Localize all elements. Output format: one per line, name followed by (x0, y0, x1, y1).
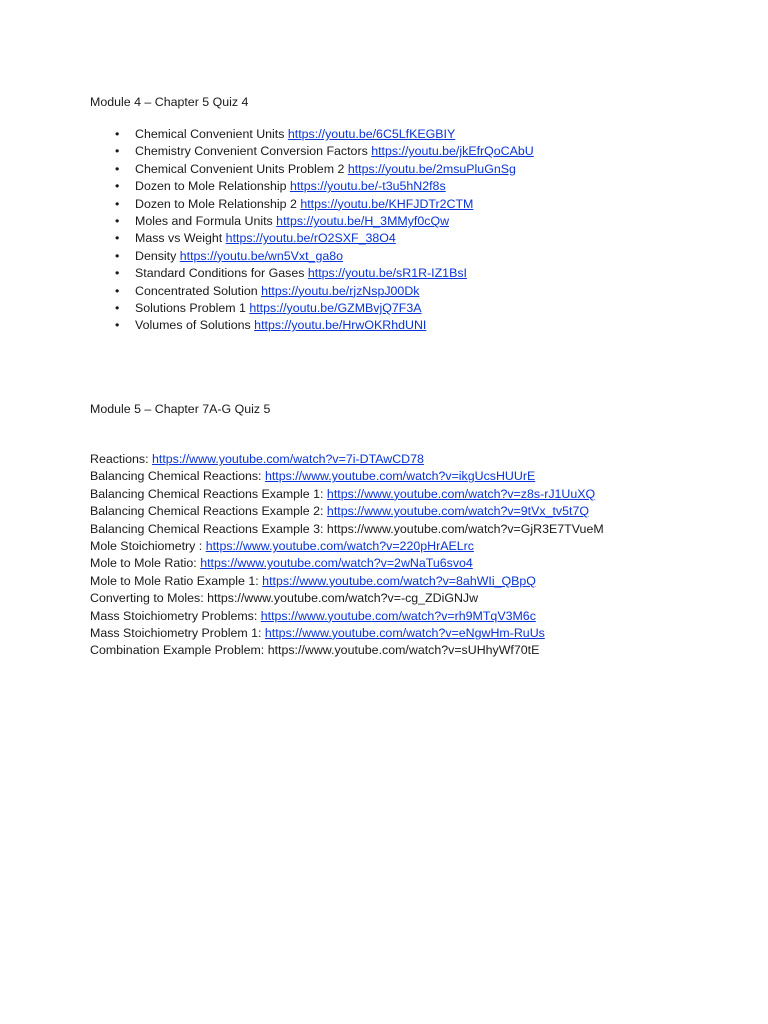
video-link[interactable]: https://youtu.be/-t3u5hN2f8s (289, 179, 446, 194)
video-link[interactable]: https://www.youtube.com/watch?v=z8s-rJ1UuXQ (326, 486, 596, 501)
bullet-icon: • (115, 144, 120, 159)
item-label: Moles and Formula Units (135, 213, 277, 228)
video-link[interactable]: https://youtu.be/sR1R-IZ1BsI (307, 266, 467, 281)
module-5-video-list (90, 451, 604, 660)
item-label: Mass vs Weight (135, 231, 226, 246)
video-link[interactable]: https://youtu.be/wn5Vxt_ga8o (179, 248, 344, 263)
video-link[interactable]: https://www.youtube.com/watch?v=2wNaTu6svo4 (200, 556, 473, 571)
list-item (90, 143, 534, 160)
item-label: Mole to Mole Ratio: (90, 556, 201, 571)
item-label: Mass Stoichiometry Problems: (90, 608, 261, 623)
list-item (90, 213, 534, 230)
item-label: Dozen to Mole Relationship 2 (135, 196, 301, 211)
list-item (90, 161, 534, 178)
bullet-icon: • (115, 283, 120, 298)
video-url-text: https://www.youtube.com/watch?v=sUHhyWf70tE (267, 643, 540, 658)
item-label: Volumes of Solutions (135, 318, 255, 333)
module-5-heading: Module 5 – Chapter 7A-G Quiz 5 (90, 402, 271, 416)
bullet-icon: • (115, 266, 120, 281)
item-label: Mass Stoichiometry Problem 1: (90, 625, 265, 640)
item-label: Concentrated Solution (135, 283, 262, 298)
bullet-icon: • (115, 179, 120, 194)
video-link[interactable]: https://youtu.be/H_3MMyf0cQw (276, 213, 450, 228)
item-label: Converting to Moles: (90, 591, 208, 606)
bullet-icon: • (115, 196, 120, 211)
list-item (90, 642, 604, 659)
list-item (90, 486, 604, 503)
video-link[interactable]: https://www.youtube.com/watch?v=eNgwHm-RuUs (264, 625, 545, 640)
bullet-icon: • (115, 213, 120, 228)
video-link[interactable]: https://www.youtube.com/watch?v=ikgUcsHUUrE (264, 469, 536, 484)
item-label: Balancing Chemical Reactions: (90, 469, 265, 484)
list-item (90, 248, 534, 265)
video-link[interactable]: https://youtu.be/rjzNspJ00Dk (261, 283, 420, 298)
list-item (90, 503, 604, 520)
list-item (90, 555, 604, 572)
list-item (90, 230, 534, 247)
video-link[interactable]: https://youtu.be/GZMBvjQ7F3A (249, 300, 422, 315)
video-link[interactable]: https://www.youtube.com/watch?v=7i-DTAwCD78 (151, 452, 424, 466)
list-item (90, 126, 534, 143)
video-link[interactable]: https://youtu.be/KHFJDTr2CTM (300, 196, 474, 211)
video-link[interactable]: https://youtu.be/rO2SXF_38O4 (225, 231, 396, 246)
list-item (90, 590, 604, 607)
item-label: Solutions Problem 1 (135, 300, 250, 315)
list-item (90, 178, 534, 195)
item-label: Balancing Chemical Reactions Example 3: (90, 521, 327, 536)
video-link[interactable]: https://youtu.be/HrwOKRhdUNI (254, 318, 427, 333)
video-url-text: https://www.youtube.com/watch?v=-cg_ZDiGNJw (207, 591, 479, 606)
item-label: Mole Stoichiometry : (90, 538, 206, 553)
video-link[interactable]: https://youtu.be/2msuPluGnSg (347, 161, 516, 176)
list-item (90, 521, 604, 538)
item-label: Dozen to Mole Relationship (135, 179, 290, 194)
list-item (90, 468, 604, 485)
list-item (90, 283, 534, 300)
item-label: Chemical Convenient Units Problem 2 (135, 161, 348, 176)
item-label: Chemistry Convenient Conversion Factors (135, 144, 372, 159)
item-label: Balancing Chemical Reactions Example 1: (90, 486, 327, 501)
bullet-icon: • (115, 231, 120, 246)
item-label: Balancing Chemical Reactions Example 2: (90, 504, 327, 519)
module-4-heading: Module 4 – Chapter 5 Quiz 4 (90, 95, 249, 109)
item-label: Combination Example Problem: (90, 643, 268, 658)
list-item (90, 625, 604, 642)
item-label: Chemical Convenient Units (135, 127, 288, 141)
video-link[interactable]: https://www.youtube.com/watch?v=220pHrAELrc (205, 538, 474, 553)
list-item (90, 451, 604, 468)
bullet-icon: • (115, 318, 120, 333)
video-link[interactable]: https://youtu.be/6C5LfKEGBIY (287, 127, 456, 141)
video-link[interactable]: https://www.youtube.com/watch?v=8ahWIi_QBpQ (262, 573, 536, 588)
list-item (90, 317, 534, 334)
list-item (90, 196, 534, 213)
item-label: Mole to Mole Ratio Example 1: (90, 573, 263, 588)
list-item (90, 265, 534, 282)
bullet-icon: • (115, 127, 120, 141)
list-item (90, 573, 604, 590)
bullet-icon: • (115, 300, 120, 315)
list-item (90, 608, 604, 625)
list-item (90, 300, 534, 317)
video-url-text: https://www.youtube.com/watch?v=GjR3E7TVueM (326, 521, 604, 536)
item-label: Reactions: (90, 452, 152, 466)
module-4-video-list (90, 126, 534, 335)
bullet-icon: • (115, 248, 120, 263)
video-link[interactable]: https://www.youtube.com/watch?v=9tVx_tv5t7Q (326, 504, 589, 519)
list-item (90, 538, 604, 555)
video-link[interactable]: https://youtu.be/jkEfrQoCAbU (371, 144, 534, 159)
item-label: Standard Conditions for Gases (135, 266, 308, 281)
video-link[interactable]: https://www.youtube.com/watch?v=rh9MTqV3M6c (260, 608, 536, 623)
item-label: Density (135, 248, 180, 263)
bullet-icon: • (115, 161, 120, 176)
